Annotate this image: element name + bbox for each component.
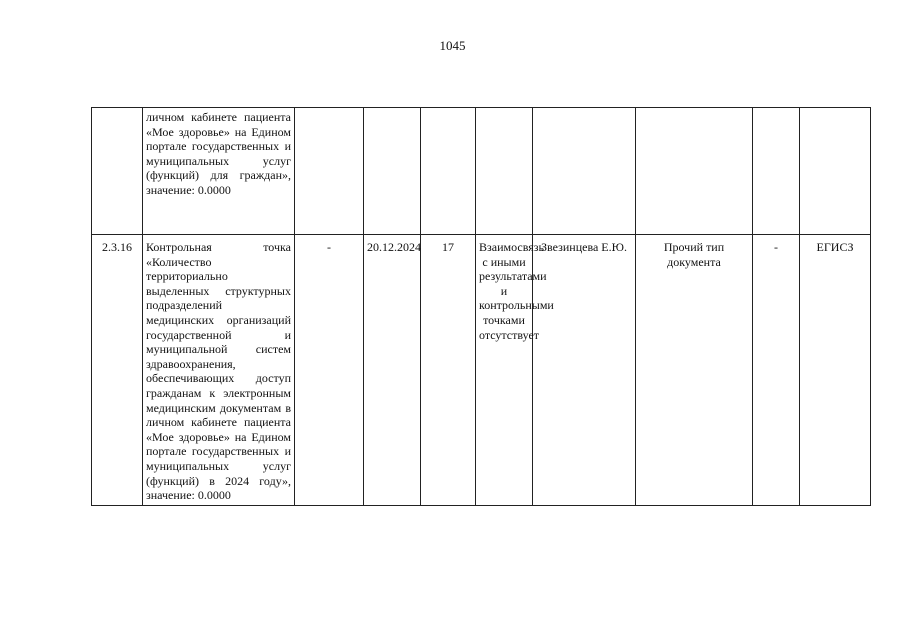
row-relations-cell: Взаимосвязь с иными результатами и контрольными точками отсутствует [476, 235, 533, 506]
row-system-cell [800, 108, 871, 235]
row-id-cell [92, 108, 143, 235]
row-name-cell: личном кабинете пациента «Мое здоровье» на Едином портале государственных и муниципальных услуг (функций) для граждан», значение: 0.0000 [143, 108, 295, 235]
row-relations-cell [476, 108, 533, 235]
row-date-cell [364, 108, 421, 235]
row-col3-cell: - [295, 235, 364, 506]
table-row [92, 108, 871, 235]
document-table [91, 107, 871, 506]
row-responsible-cell [533, 108, 636, 235]
row-id-cell: 2.3.16 [92, 235, 143, 506]
row-doc-type-cell: Прочий тип документа [636, 235, 753, 506]
row-col5-cell: 17 [421, 235, 476, 506]
row-col9-cell: - [753, 235, 800, 506]
row-responsible-cell: Звезинцева Е.Ю. [533, 235, 636, 506]
row-col3-cell [295, 108, 364, 235]
table-row [92, 235, 871, 506]
row-doc-type-cell [636, 108, 753, 235]
row-date-cell: 20.12.2024 [364, 235, 421, 506]
page-number: 1045 [439, 38, 466, 53]
row-col5-cell [421, 108, 476, 235]
row-col9-cell [753, 108, 800, 235]
row-name-cell: Контрольная точка «Количество территориально выделенных структурных подразделений медицинских организаций государственной и муниципальной систем здравоохранения, обеспечивающих доступ гражданам к электронным медицинским документам в личном кабинете пациента «Мое здоровье» на Едином портале государственных и муниципальных услуг (функций) в 2024 году», значение: 0.0000 [143, 235, 295, 506]
row-system-cell: ЕГИСЗ [800, 235, 871, 506]
